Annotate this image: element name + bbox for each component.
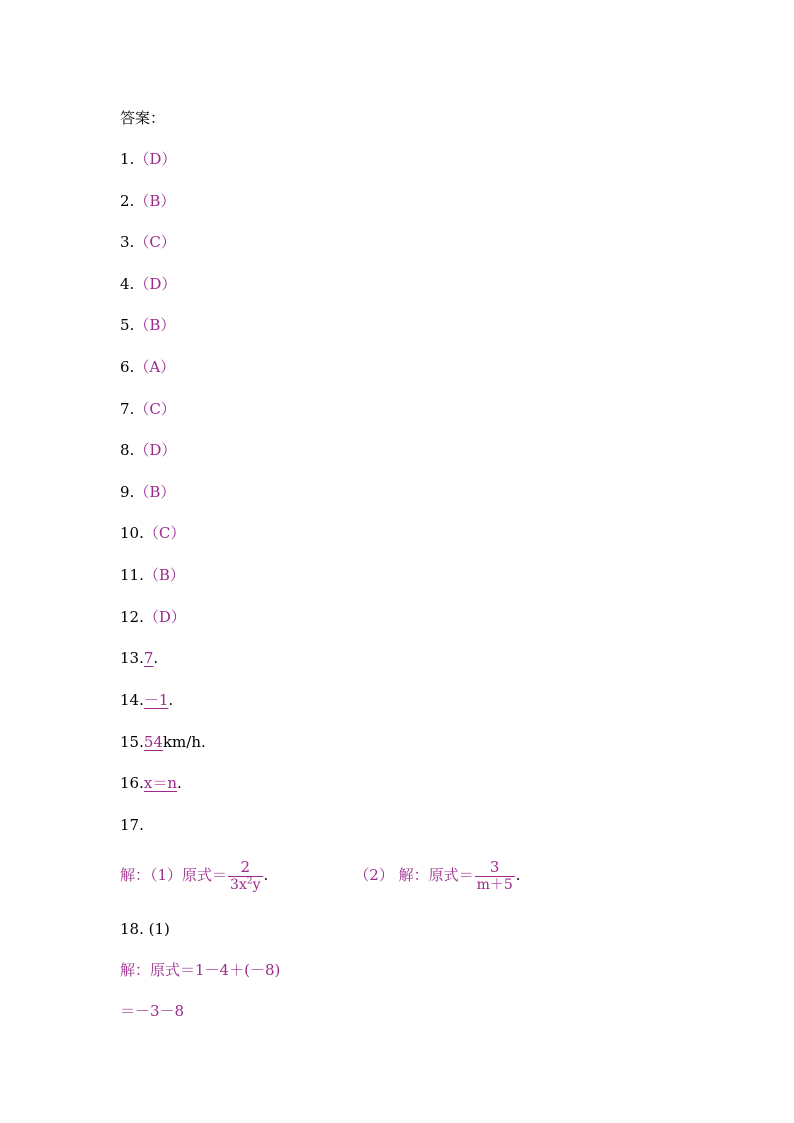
answer-11 bbox=[120, 565, 185, 585]
answer-5 bbox=[120, 315, 175, 335]
answer-9 bbox=[120, 482, 175, 502]
answer-tail: . bbox=[168, 691, 174, 709]
answer-18-number: 18. (1) bbox=[120, 920, 170, 938]
answer-tail: . bbox=[176, 774, 182, 792]
question-number: 3. bbox=[120, 233, 135, 252]
part1-denominator: $3x^2y$ bbox=[230, 875, 261, 893]
answer-value: －1 bbox=[143, 691, 169, 709]
answer-14 bbox=[120, 690, 173, 710]
answer-12 bbox=[120, 607, 186, 627]
answer-7 bbox=[120, 399, 176, 419]
question-number: 4. bbox=[120, 274, 135, 293]
answer-16 bbox=[120, 773, 182, 793]
part-label: (1) bbox=[148, 920, 170, 938]
answer-choice: （A） bbox=[134, 358, 176, 376]
question-number: 8. bbox=[120, 441, 135, 460]
question-number: 5. bbox=[120, 316, 135, 335]
heading: 答案： bbox=[120, 109, 166, 127]
question-number: 10. bbox=[120, 524, 144, 543]
part1-tail: . bbox=[263, 866, 269, 884]
answer-tail: km/h. bbox=[162, 733, 206, 751]
answer-13 bbox=[120, 648, 158, 668]
answer-15 bbox=[120, 732, 206, 752]
part2-tail: . bbox=[515, 866, 521, 884]
question-number: 12. bbox=[120, 607, 144, 626]
part1-fraction bbox=[228, 859, 262, 894]
answer-choice: （D） bbox=[134, 441, 177, 460]
answer-choice: （D） bbox=[143, 607, 186, 626]
answer-17-solution bbox=[120, 853, 521, 897]
question-number: 6. bbox=[120, 358, 135, 376]
part2-denominator: m＋5 bbox=[476, 876, 513, 893]
answer-4 bbox=[120, 274, 176, 294]
answer-choice: （B） bbox=[134, 482, 176, 501]
answer-3 bbox=[120, 232, 176, 252]
question-number: 9. bbox=[120, 482, 135, 501]
question-number: 14. bbox=[120, 691, 144, 709]
question-number: 11. bbox=[120, 566, 144, 584]
answer-17-number: 17. bbox=[120, 816, 144, 834]
answer-value: 7 bbox=[143, 649, 154, 667]
part2-prefix: （2） 解：原式＝ bbox=[354, 866, 474, 884]
question-number: 2. bbox=[120, 191, 135, 210]
answer-choice: （C） bbox=[134, 233, 176, 252]
answer-2 bbox=[120, 191, 175, 211]
answer-choice: （B） bbox=[134, 191, 176, 210]
answer-value: 54 bbox=[143, 733, 163, 751]
answer-choice: （D） bbox=[134, 274, 177, 293]
part1-prefix: 解：（1）原式＝ bbox=[120, 866, 228, 884]
part2-fraction bbox=[475, 859, 515, 894]
answer-choice: （D） bbox=[134, 150, 177, 168]
question-number: 15. bbox=[120, 733, 144, 751]
answer-18-line1: 解：原式＝1－4＋(－8) bbox=[120, 961, 281, 979]
question-number: 13. bbox=[120, 649, 144, 667]
answer-choice: （B） bbox=[143, 566, 185, 584]
answer-1 bbox=[120, 149, 176, 169]
part2-numerator: 3 bbox=[489, 857, 500, 876]
answer-choice: （C） bbox=[134, 399, 176, 418]
question-number: 16. bbox=[120, 774, 144, 792]
answer-choice: （C） bbox=[143, 524, 186, 543]
answer-10 bbox=[120, 523, 185, 543]
answer-6 bbox=[120, 357, 175, 377]
answer-18-line2: ＝－3－8 bbox=[120, 1002, 185, 1020]
answer-value: x＝n bbox=[143, 774, 177, 792]
answer-8 bbox=[120, 440, 176, 460]
answer-choice: （B） bbox=[134, 316, 176, 335]
question-number: 7. bbox=[120, 399, 135, 418]
part1-numerator: 2 bbox=[240, 857, 251, 876]
answer-tail: . bbox=[153, 649, 159, 667]
question-number: 1. bbox=[120, 150, 135, 168]
